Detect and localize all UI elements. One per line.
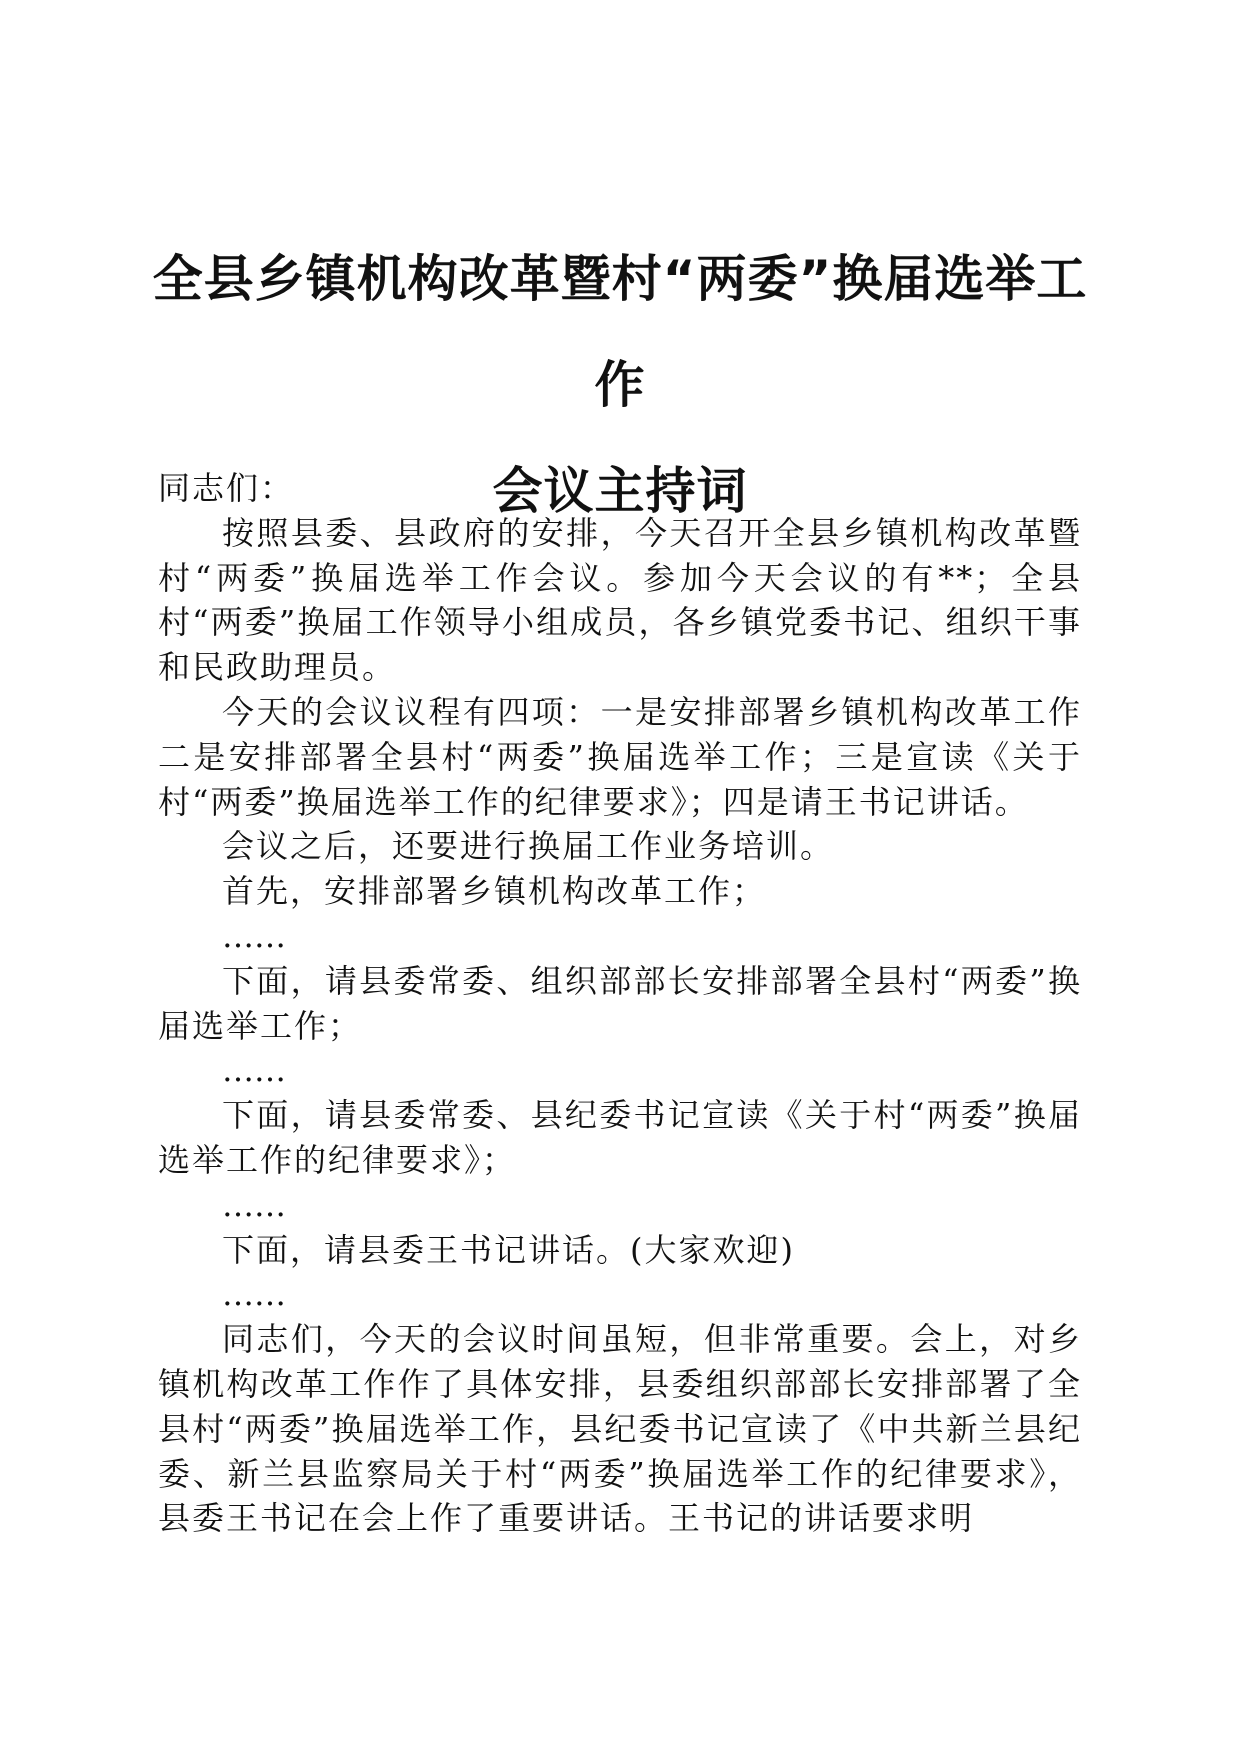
paragraph-third-item: 下面，请县委常委、县纪委书记宣读《关于村“两委”换届选举工作的纪律要求》； bbox=[158, 1096, 1082, 1179]
ellipsis: …… bbox=[222, 916, 286, 955]
title-line-2: 会议主持词 bbox=[492, 462, 748, 520]
paragraph-fourth-item: 下面，请县委王书记讲话。(大家欢迎) bbox=[222, 1230, 795, 1269]
paragraph-first-item: 首先，安排部署乡镇机构改革工作； bbox=[222, 872, 767, 911]
paragraph-training: 会议之后，还要进行换届工作业务培训。 bbox=[222, 827, 835, 866]
ellipsis: …… bbox=[222, 1275, 286, 1314]
paragraph-arrangement: 按照县委、县政府的安排，今天召开全县乡镇机构改革暨村“两委”换届选举工作会议。参加今天会议的有**；全县村“两委”换届工作领导小组成员，各乡镇党委书记、组织干事和民政助理员。 bbox=[158, 513, 1082, 687]
document-body bbox=[158, 466, 1082, 1541]
title-line-1: 全县乡镇机构改革暨村“两委”换届选举工作 bbox=[152, 250, 1088, 414]
ellipsis: …… bbox=[222, 1051, 286, 1090]
salutation: 同志们： bbox=[158, 469, 295, 507]
paragraph-agenda: 今天的会议议程有四项：一是安排部署乡镇机构改革工作二是安排部署全县村“两委”换届选举工作；三是宣读《关于村“两委”换届选举工作的纪律要求》；四是请王书记讲话。 bbox=[158, 692, 1082, 821]
paragraph-second-item: 下面，请县委常委、组织部部长安排部署全县村“两委”换届选举工作； bbox=[158, 961, 1082, 1045]
ellipsis: …… bbox=[222, 1185, 286, 1224]
paragraph-summary: 同志们，今天的会议时间虽短，但非常重要。会上，对乡镇机构改革工作作了具体安排，县委组织部部长安排部署了全县村“两委”换届选举工作，县纪委书记宣读了《中共新兰县纪委、新兰县监察局关于村“两委”换届选举工作的纪律要求》，县委王书记在会上作了重要讲话。王书记的讲话要求明 bbox=[158, 1320, 1082, 1538]
